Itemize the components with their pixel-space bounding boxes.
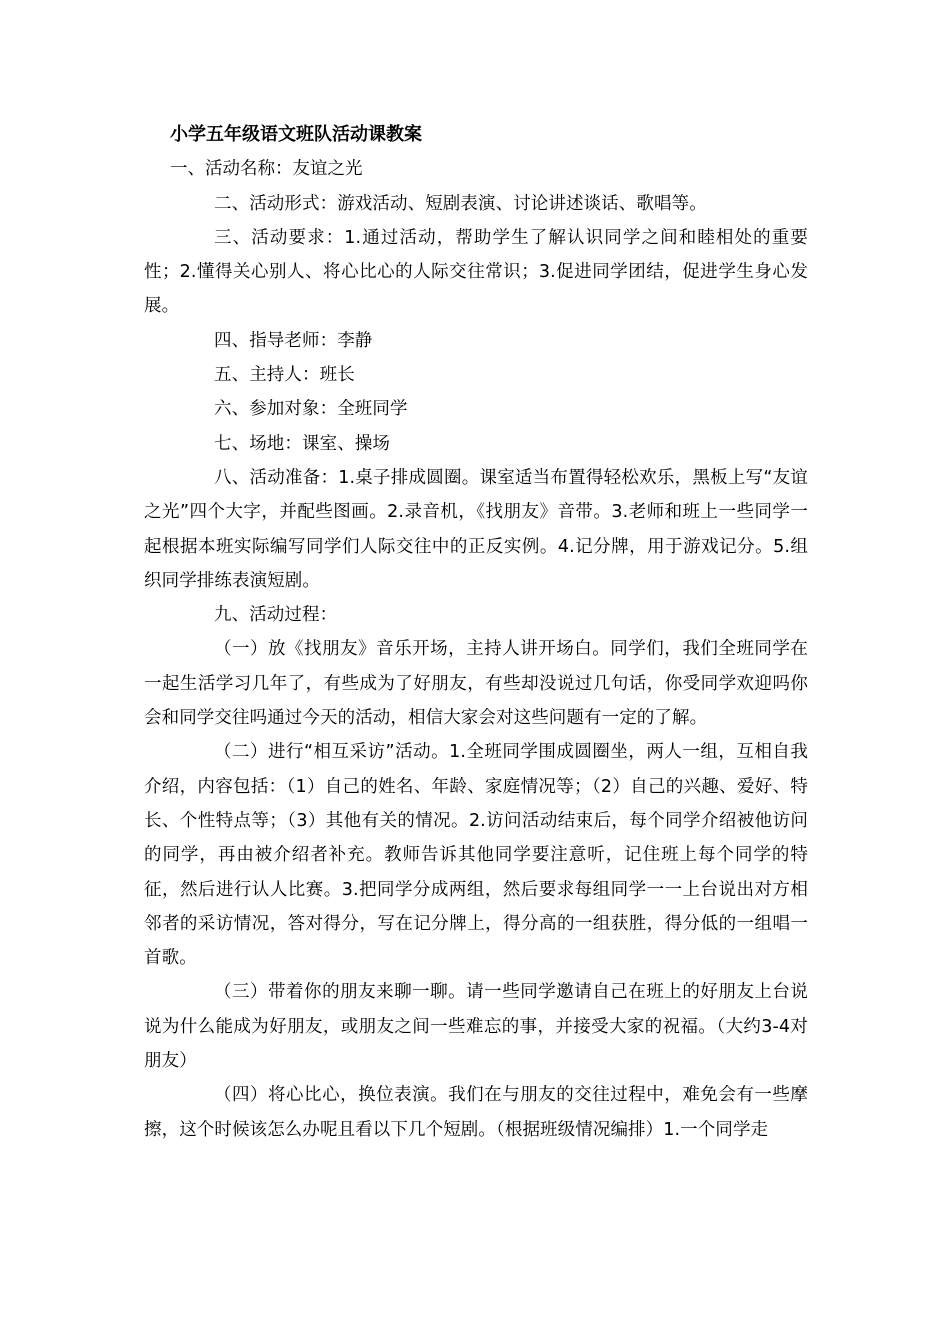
process-step-3: （三）带着你的朋友来聊一聊。请一些同学邀请自己在班上的好朋友上台说说为什么能成为好朋友，或朋友之间一些难忘的事，并接受大家的祝福。（大约3-4对朋友） — [144, 982, 808, 1072]
section-activity-requirements: 三、活动要求：1.通过活动，帮助学生了解认识同学之间和睦相处的重要性；2.懂得关心别人、将心比心的人际交往常识；3.促进同学团结，促进学生身心发展。 — [144, 227, 808, 317]
document-body — [144, 118, 808, 1147]
section-participants: 六、参加对象：全班同学 — [214, 399, 408, 420]
section-process-heading: 九、活动过程： — [214, 605, 338, 626]
section-activity-form: 二、活动形式：游戏活动、短剧表演、讨论讲述谈话、歌唱等。 — [214, 193, 707, 214]
process-step-2: （二）进行“相互采访”活动。1.全班同学围成圆圈坐，两人一组，互相自我介绍，内容包括：（1）自己的姓名、年龄、家庭情况等；（2）自己的兴趣、爱好、特长、个性特点等；（3）其他有关的情况。2.访问活动结束后，每个同学介绍被他访问的同学，再由被介绍者补充。教师告诉其他同学要注意听，记住班上每个同学的特征，然后进行认人比赛。3.把同学分成两组，然后要求每组同学一一上台说出对方相邻者的采访情况，答对得分，写在记分牌上，得分高的一组获胜，得分低的一组唱一首歌。 — [144, 742, 808, 969]
process-step-4: （四）将心比心，换位表演。我们在与朋友的交往过程中，难免会有一些摩擦，这个时候该怎么办呢且看以下几个短剧。（根据班级情况编排）1.一个同学走 — [144, 1085, 808, 1140]
process-step-1: （一）放《找朋友》音乐开场，主持人讲开场白。同学们，我们全班同学在一起生活学习几年了，有些成为了好朋友，有些却没说过几句话，你受同学欢迎吗你会和同学交往吗通过今天的活动，相信大家会对这些问题有一定的了解。 — [144, 639, 808, 729]
section-host: 五、主持人：班长 — [214, 365, 355, 386]
document-title: 小学五年级语文班队活动课教案 — [170, 124, 422, 145]
section-preparation: 八、活动准备：1.桌子排成圆圈。课室适当布置得轻松欢乐，黑板上写“友谊之光”四个大字，并配些图画。2.录音机，《找朋友》音带。3.老师和班上一些同学一起根据本班实际编写同学们人际交往中的正反实例。4.记分牌，用于游戏记分。5.组织同学排练表演短剧。 — [144, 467, 808, 591]
section-instructor: 四、指导老师：李静 — [214, 330, 373, 351]
section-activity-name: 一、活动名称：友谊之光 — [170, 159, 363, 180]
section-venue: 七、场地：课室、操场 — [214, 433, 390, 454]
